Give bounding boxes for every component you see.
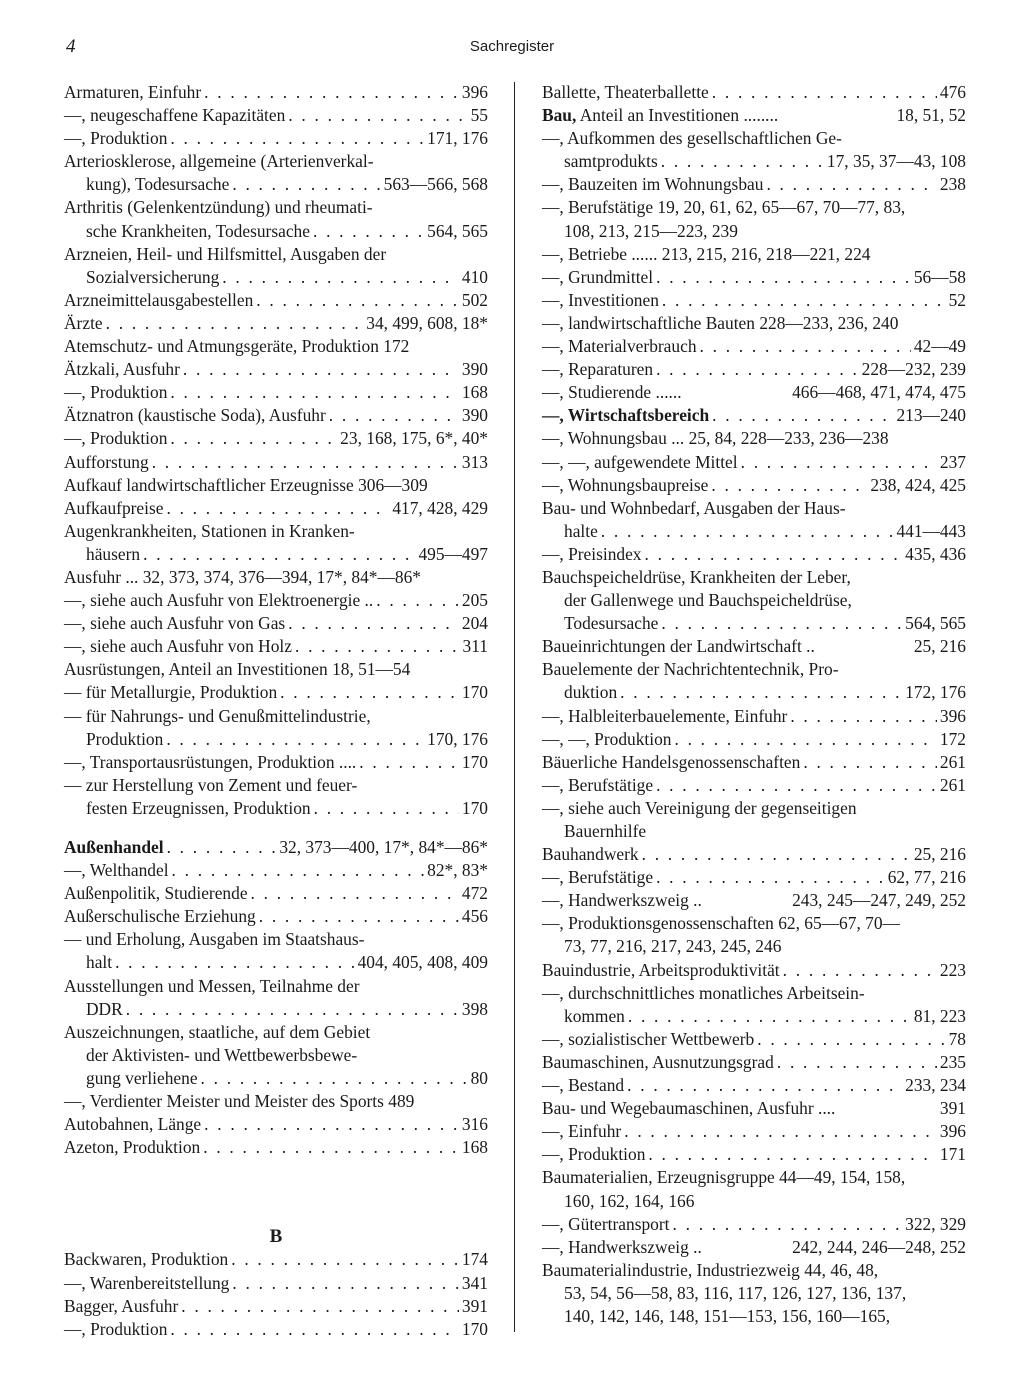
page-header: Sachregister xyxy=(469,38,555,55)
index-entry: Backwaren, Produktion . . . 174 xyxy=(64,1248,488,1271)
index-entry-continuation: Bauernhilfe xyxy=(564,821,647,841)
index-entry: —, Reparaturen . . . 228—232, 239 xyxy=(542,358,966,381)
index-entry: Ausstellungen und Messen, Teilnahme der xyxy=(64,975,360,996)
index-entry: Außerschulische Erziehung . . . 456 xyxy=(64,905,488,928)
index-entry: Bagger, Ausfuhr . . . 391 xyxy=(64,1295,488,1318)
index-entry: Bauchspeicheldrüse, Krankheiten der Leber, xyxy=(542,566,851,587)
index-entry: —, sozialistischer Wettbewerb . . . 78 xyxy=(542,1028,966,1051)
index-entry: Auszeichnungen, staatliche, auf dem Gebiet xyxy=(64,1021,371,1042)
index-entry: —, —, Produktion . . . 172 xyxy=(542,728,966,751)
index-entry-continuation: duktion . . . 172, 176 xyxy=(542,681,966,704)
index-entry: —, Studierende ...... 466—468, 471, 474, 475 xyxy=(542,382,966,403)
index-entry: Aufkaufpreise . . . 417, 428, 429 xyxy=(64,497,488,520)
index-entry: —, —, aufgewendete Mittel . . . 237 xyxy=(542,451,966,474)
index-entry: Ballette, Theaterballette . . . 476 xyxy=(542,81,966,104)
index-entry: —, Verdienter Meister und Meister des Sports 489 xyxy=(64,1091,415,1112)
index-entry-continuation: 73, 77, 216, 217, 243, 245, 246 xyxy=(564,936,782,957)
index-entry: —, Produktion . . . 168 xyxy=(64,381,488,404)
index-entry: Baumaschinen, Ausnutzungsgrad . . . 235 xyxy=(542,1051,966,1074)
index-entry: Bauelemente der Nachrichtentechnik, Pro- xyxy=(542,659,839,680)
index-entry-continuation: 108, 213, 215—223, 239 xyxy=(564,220,738,241)
index-entry-continuation: kommen . . . 81, 223 xyxy=(542,1005,966,1028)
index-entry: Ausfuhr ... 32, 373, 374, 376—394, 17*, 84*—86* xyxy=(64,566,421,587)
index-entry: —, Produktion . . . 171, 176 xyxy=(64,127,488,150)
index-entry: — für Metallurgie, Produktion . . . 170 xyxy=(64,681,488,704)
index-entry: Arteriosklerose, allgemeine (Arterienverkal- xyxy=(64,151,374,172)
index-entry: —, Bestand . . . 233, 234 xyxy=(542,1074,966,1097)
index-entry: Arzneien, Heil- und Hilfsmittel, Ausgaben der xyxy=(64,243,387,264)
index-entry: Aufforstung . . . 313 xyxy=(64,451,488,474)
index-entry: Bau- und Wohnbedarf, Ausgaben der Haus- xyxy=(542,497,846,518)
index-entry-bold: Außenhandel . . . 32, 373—400, 17*, 84*—86* xyxy=(64,836,488,859)
index-column-left xyxy=(64,81,488,1341)
index-entry: Ärzte . . . 34, 499, 608, 18* xyxy=(64,312,488,335)
index-entry: —, siehe auch Ausfuhr von Holz . . . 311 xyxy=(64,635,488,658)
index-entry: —, Produktionsgenossenschaften 62, 65—67, 70— xyxy=(542,913,900,934)
spacer xyxy=(64,820,488,836)
index-entry: —, Einfuhr . . . 396 xyxy=(542,1120,966,1143)
index-entry-bold: Bau, Anteil an Investitionen ........ 18, 51, 52 xyxy=(542,105,966,126)
index-entry: —, Produktion . . . 171 xyxy=(542,1143,966,1166)
index-entry: Ausrüstungen, Anteil an Investitionen 18, 51—54 xyxy=(64,659,411,680)
index-entry-continuation: häusern . . . 495—497 xyxy=(64,543,488,566)
index-entry: —, durchschnittliches monatliches Arbeitsein- xyxy=(542,982,865,1003)
index-entry: —, Berufstätige . . . 62, 77, 216 xyxy=(542,866,966,889)
index-entry: —, Betriebe ...... 213, 215, 216, 218—221, 224 xyxy=(542,243,871,264)
index-entry: Bauindustrie, Arbeitsproduktivität . . . 223 xyxy=(542,959,966,982)
index-entry: Baumaterialien, Erzeugnisgruppe 44—49, 154, 158, xyxy=(542,1167,906,1188)
index-entry-continuation: 140, 142, 146, 148, 151—153, 156, 160—165, xyxy=(564,1305,891,1326)
index-entry: Arzneimittelausgabestellen . . . 502 xyxy=(64,289,488,312)
index-entry: Ätzkali, Ausfuhr . . . 390 xyxy=(64,358,488,381)
index-entry: —, landwirtschaftliche Bauten 228—233, 236, 240 xyxy=(542,312,899,333)
index-entry: —, siehe auch Ausfuhr von Gas . . . 204 xyxy=(64,612,488,635)
index-entry: —, Produktion . . . 170 xyxy=(64,1318,488,1341)
index-entry: Augenkrankheiten, Stationen in Kranken- xyxy=(64,520,355,541)
index-entry: Aufkauf landwirtschaftlicher Erzeugnisse 306—309 xyxy=(64,474,428,495)
index-entry: —, siehe auch Vereinigung der gegenseitigen xyxy=(542,797,857,818)
index-entry-continuation: der Aktivisten- und Wettbewerbsbewe- xyxy=(86,1044,358,1065)
index-entry-continuation: Todesursache . . . 564, 565 xyxy=(542,612,966,635)
index-entry: —, Investitionen . . . 52 xyxy=(542,289,966,312)
index-entry-bold: —, Wirtschaftsbereich . . . 213—240 xyxy=(542,404,966,427)
index-column-right xyxy=(542,81,966,1328)
index-entry-continuation: Produktion . . . 170, 176 xyxy=(64,728,488,751)
spacer xyxy=(64,1159,488,1225)
index-entry: —, Berufstätige . . . 261 xyxy=(542,774,966,797)
index-entry-continuation: Sozialversicherung . . . 410 xyxy=(64,266,488,289)
index-entry: — und Erholung, Ausgaben im Staatshaus- xyxy=(64,929,365,950)
index-entry-continuation: 53, 54, 56—58, 83, 116, 117, 126, 127, 136, 137, xyxy=(564,1282,907,1303)
index-entry: —, Transportausrüstungen, Produktion .... . . . 170 xyxy=(64,751,488,774)
index-entry: —, siehe auch Ausfuhr von Elektroenergie .. . . . 205 xyxy=(64,589,488,612)
index-entry: —, Handwerkszweig .. 242, 244, 246—248, 252 xyxy=(542,1236,966,1257)
index-entry: Ätznatron (kaustische Soda), Ausfuhr . . . 390 xyxy=(64,404,488,427)
index-entry: Atemschutz- und Atmungsgeräte, Produktion 172 xyxy=(64,336,410,357)
index-entry-continuation: gung verliehene . . . 80 xyxy=(64,1067,488,1090)
index-entry: Baueinrichtungen der Landwirtschaft .. 25, 216 xyxy=(542,636,966,657)
index-entry: —, Produktion . . . 23, 168, 175, 6*, 40* xyxy=(64,427,488,450)
index-entry: Autobahnen, Länge . . . 316 xyxy=(64,1113,488,1136)
index-entry: Bau- und Wegebaumaschinen, Ausfuhr .... 391 xyxy=(542,1098,966,1119)
index-entry: Bäuerliche Handelsgenossenschaften . . . 261 xyxy=(542,751,966,774)
index-entry: —, Preisindex . . . 435, 436 xyxy=(542,543,966,566)
index-entry: —, Grundmittel . . . 56—58 xyxy=(542,266,966,289)
index-entry: —, Berufstätige 19, 20, 61, 62, 65—67, 70—77, 83, xyxy=(542,197,906,218)
index-entry: Azeton, Produktion . . . 168 xyxy=(64,1136,488,1159)
index-entry: Außenpolitik, Studierende . . . 472 xyxy=(64,882,488,905)
index-entry-continuation: halte . . . 441—443 xyxy=(542,520,966,543)
column-divider xyxy=(514,82,515,1332)
index-entry-continuation: samtprodukts . . . 17, 35, 37—43, 108 xyxy=(542,150,966,173)
index-entry: —, Gütertransport . . . 322, 329 xyxy=(542,1213,966,1236)
index-entry: Arthritis (Gelenkentzündung) und rheumati- xyxy=(64,197,373,218)
index-entry-continuation: festen Erzeugnissen, Produktion . . . 170 xyxy=(64,797,488,820)
index-entry: —, Aufkommen des gesellschaftlichen Ge- xyxy=(542,128,842,149)
index-entry: Bauhandwerk . . . 25, 216 xyxy=(542,843,966,866)
index-entry-continuation: kung), Todesursache . . . 563—566, 568 xyxy=(64,173,488,196)
index-entry: —, neugeschaffene Kapazitäten . . . 55 xyxy=(64,104,488,127)
index-entry: Armaturen, Einfuhr . . . 396 xyxy=(64,81,488,104)
index-entry: — zur Herstellung von Zement und feuer- xyxy=(64,774,358,795)
index-entry-continuation: halt . . . 404, 405, 408, 409 xyxy=(64,951,488,974)
index-entry: —, Warenbereitstellung . . . 341 xyxy=(64,1272,488,1295)
index-entry-continuation: DDR . . . 398 xyxy=(64,998,488,1021)
index-entry: —, Halbleiterbauelemente, Einfuhr . . . 396 xyxy=(542,705,966,728)
index-entry: Baumaterialindustrie, Industriezweig 44, 46, 48, xyxy=(542,1259,879,1280)
index-entry: — für Nahrungs- und Genußmittelindustrie, xyxy=(64,705,371,726)
index-entry: —, Wohnungsbaupreise . . . 238, 424, 425 xyxy=(542,474,966,497)
index-entry-continuation: 160, 162, 164, 166 xyxy=(564,1190,695,1211)
index-entry: —, Materialverbrauch . . . 42—49 xyxy=(542,335,966,358)
index-entry: —, Bauzeiten im Wohnungsbau . . . 238 xyxy=(542,173,966,196)
page-number: 4 xyxy=(66,36,76,57)
index-entry: —, Handwerkszweig .. 243, 245—247, 249, 252 xyxy=(542,890,966,911)
index-entry-continuation: der Gallenwege und Bauchspeicheldrüse, xyxy=(564,590,852,611)
section-letter: B xyxy=(269,1226,283,1248)
index-entry: —, Welthandel . . . 82*, 83* xyxy=(64,859,488,882)
index-entry-continuation: sche Krankheiten, Todesursache . . . 564, 565 xyxy=(64,220,488,243)
index-entry: —, Wohnungsbau ... 25, 84, 228—233, 236—238 xyxy=(542,428,889,449)
